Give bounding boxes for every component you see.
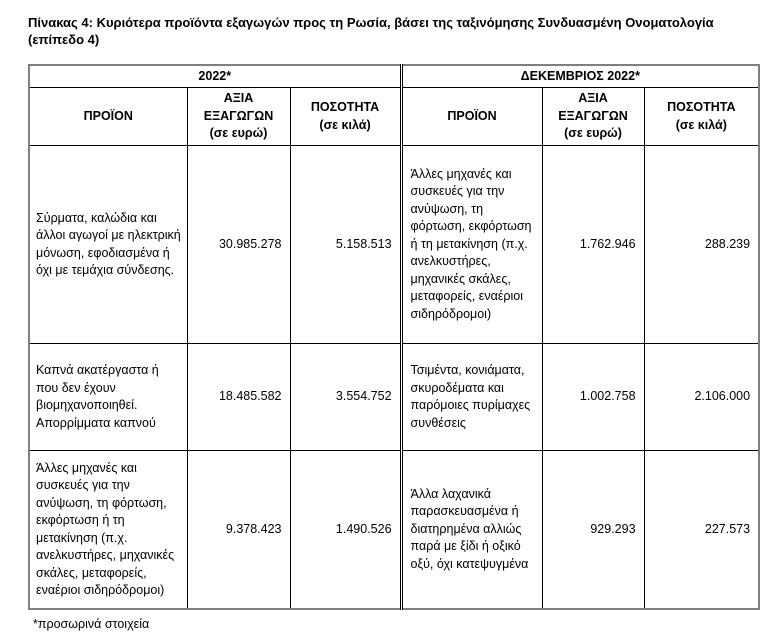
export-value-header-right (542, 88, 644, 146)
product-header-left: ΠΡΟΪΟΝ (29, 88, 187, 146)
quantity-cell-dec-2022: 227.573 (644, 451, 759, 610)
quantity-header-line2: (σε κιλά) (319, 117, 371, 132)
export-value-header-line1: ΑΞΙΑ (578, 91, 608, 106)
export-value-header-line1: ΑΞΙΑ (223, 91, 254, 106)
product-cell-2022: Άλλες μηχανές και συσκευές για την ανύψωση, τη φόρτωση, εκφόρτωση ή τη μετακίνηση (π.χ. ανελκυστήρες, μηχανικές σκάλες, μεταφορείς, εναέριοι σιδηρόδρομοι) (29, 451, 187, 610)
quantity-header-left (290, 88, 401, 146)
export-value-header-line2: ΕΞΑΓΩΓΩΝ (203, 108, 274, 123)
quantity-header-right (644, 88, 759, 146)
product-header-right: ΠΡΟΪΟΝ (401, 88, 542, 146)
quantity-cell-dec-2022: 2.106.000 (644, 344, 759, 451)
quantity-header-line2: (σε κιλά) (675, 117, 727, 132)
quantity-header-line1: ΠΟΣΟΤΗΤΑ (667, 100, 736, 114)
quantity-cell-dec-2022: 288.239 (644, 146, 759, 344)
exports-table (28, 64, 760, 610)
export-value-cell-2022: 9.378.423 (187, 451, 290, 610)
export-value-cell-dec-2022: 1.002.758 (542, 344, 644, 451)
export-value-header-line3: (σε ευρώ) (209, 126, 268, 141)
quantity-cell-2022: 1.490.526 (290, 451, 401, 610)
provisional-data-footnote: *προσωρινά στοιχεία (33, 617, 150, 631)
product-cell-2022: Καπνά ακατέργαστα ή που δεν έχουν βιομηχανοποιηθεί. Απορρίμματα καπνού (29, 344, 187, 451)
table-row (29, 344, 759, 451)
export-value-header-left (187, 88, 290, 146)
product-cell-dec-2022: Άλλες μηχανές και συσκευές για την ανύψωση, τη φόρτωση, εκφόρτωση ή τη μετακίνηση (π.χ. ανελκυστήρες, μηχανικές σκάλες, μεταφορείς, εναέριοι σιδηρόδρομοι) (401, 146, 542, 344)
export-value-cell-dec-2022: 1.762.946 (542, 146, 644, 344)
period-2022-header: 2022* (29, 65, 401, 88)
table-title: Πίνακας 4: Κυριότερα προϊόντα εξαγωγών προς τη Ρωσία, βάσει της ταξινόμησης Συνδυασμένη Ονοματολογία (επίπεδο 4) (28, 15, 714, 47)
period-header-row (29, 65, 759, 88)
export-value-cell-2022: 18.485.582 (187, 344, 290, 451)
quantity-header-line1: ΠΟΣΟΤΗΤΑ (310, 100, 380, 114)
period-december-2022-header: ΔΕΚΕΜΒΡΙΟΣ 2022* (401, 65, 759, 88)
column-header-row (29, 88, 759, 146)
table-row (29, 451, 759, 610)
product-cell-2022: Σύρματα, καλώδια και άλλοι αγωγοί με ηλεκτρική μόνωση, εφοδιασμένα ή όχι με τεμάχια σύνδεσης. (29, 146, 187, 344)
export-value-header-line2: ΕΞΑΓΩΓΩΝ (558, 108, 628, 123)
product-cell-dec-2022: Άλλα λαχανικά παρασκευασμένα ή διατηρημένα αλλιώς παρά με ξίδι ή οξικό οξύ, όχι κατεψυγμένα (401, 451, 542, 610)
export-value-header-line3: (σε ευρώ) (564, 126, 622, 141)
product-cell-dec-2022: Τσιμέντα, κονιάματα, σκυροδέματα και παρόμοιες πυρίμαχες συνθέσεις (401, 344, 542, 451)
export-value-cell-2022: 30.985.278 (187, 146, 290, 344)
export-value-cell-dec-2022: 929.293 (542, 451, 644, 610)
quantity-cell-2022: 5.158.513 (290, 146, 401, 344)
quantity-cell-2022: 3.554.752 (290, 344, 401, 451)
table-row (29, 146, 759, 344)
